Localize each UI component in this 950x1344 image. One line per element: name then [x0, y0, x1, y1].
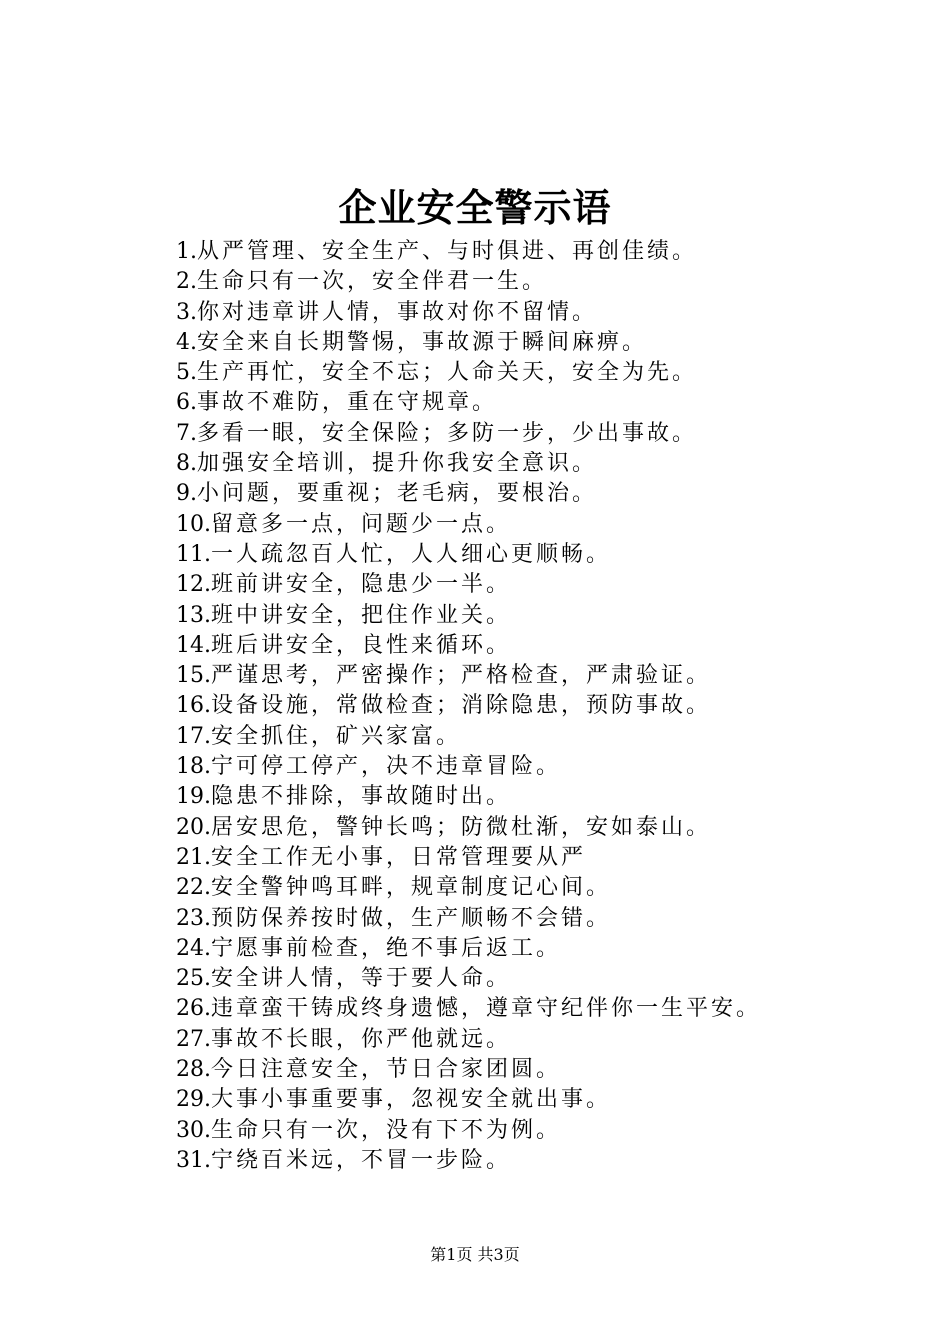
item-number: 17. — [176, 723, 211, 749]
list-item — [176, 479, 876, 509]
item-text: 加强安全培训，提升你我安全意识。 — [197, 451, 598, 477]
list-item — [176, 1146, 876, 1176]
list-item — [176, 570, 876, 600]
item-text: 生命只有一次，没有下不为例。 — [211, 1117, 562, 1143]
item-number: 24. — [176, 935, 211, 961]
item-text: 事故不难防，重在守规章。 — [197, 390, 498, 416]
item-text: 违章蛮干铸成终身遗憾，遵章守纪伴你一生平安。 — [211, 996, 762, 1022]
item-number: 19. — [176, 784, 211, 810]
list-item — [176, 237, 876, 267]
item-text: 宁绕百米远，不冒一步险。 — [211, 1147, 512, 1173]
list-item — [176, 1055, 876, 1085]
item-text: 留意多一点，问题少一点。 — [211, 511, 512, 537]
list-item — [176, 419, 876, 449]
item-text: 一人疏忽百人忙，人人细心更顺畅。 — [211, 541, 612, 567]
list-item — [176, 813, 876, 843]
item-number: 25. — [176, 966, 211, 992]
item-number: 6. — [176, 390, 197, 416]
item-text: 生命只有一次，安全伴君一生。 — [197, 269, 548, 295]
item-number: 26. — [176, 996, 211, 1022]
item-number: 22. — [176, 875, 211, 901]
item-number: 2. — [176, 269, 197, 295]
item-number: 1. — [176, 239, 197, 264]
list-item — [176, 1085, 876, 1115]
item-text: 隐患不排除，事故随时出。 — [211, 784, 512, 810]
item-text: 多看一眼，安全保险；多防一步，少出事故。 — [197, 420, 698, 446]
list-item — [176, 601, 876, 631]
item-text: 事故不长眼，你严他就远。 — [211, 1026, 512, 1052]
item-number: 21. — [176, 844, 211, 870]
item-number: 28. — [176, 1057, 211, 1083]
item-text: 严谨思考，严密操作；严格检查，严肃验证。 — [211, 663, 712, 689]
list-item — [176, 782, 876, 812]
item-number: 9. — [176, 481, 197, 507]
list-item — [176, 267, 876, 297]
item-number: 11. — [176, 541, 211, 567]
list-item — [176, 388, 876, 418]
item-text: 你对违章讲人情，事故对你不留情。 — [197, 299, 598, 325]
list-item — [176, 873, 876, 903]
list-item — [176, 510, 876, 540]
item-text: 班中讲安全，把住作业关。 — [211, 602, 512, 628]
list-item — [176, 994, 876, 1024]
document-title: 企业安全警示语 — [338, 185, 612, 230]
slogan-list — [176, 237, 876, 1176]
item-text: 宁愿事前检查，绝不事后返工。 — [211, 935, 562, 961]
item-number: 13. — [176, 602, 211, 628]
item-text: 班后讲安全，良性来循环。 — [211, 632, 512, 658]
item-text: 安全抓住，矿兴家富。 — [211, 723, 462, 749]
item-number: 29. — [176, 1087, 211, 1113]
list-item — [176, 540, 876, 570]
item-text: 大事小事重要事，忽视安全就出事。 — [211, 1087, 612, 1113]
item-text: 安全讲人情，等于要人命。 — [211, 966, 512, 992]
item-number: 8. — [176, 451, 197, 477]
item-text: 安全警钟鸣耳畔，规章制度记心间。 — [211, 875, 612, 901]
item-number: 30. — [176, 1117, 211, 1143]
item-number: 15. — [176, 663, 211, 689]
item-text: 班前讲安全，隐患少一半。 — [211, 572, 512, 598]
item-number: 3. — [176, 299, 197, 325]
item-text: 今日注意安全，节日合家团圆。 — [211, 1057, 562, 1083]
item-text: 生产再忙，安全不忘；人命关天，安全为先。 — [197, 360, 698, 386]
item-number: 23. — [176, 905, 211, 931]
list-item — [176, 691, 876, 721]
list-item — [176, 904, 876, 934]
list-item — [176, 722, 876, 752]
item-text: 设备设施，常做检查；消除隐患，预防事故。 — [211, 693, 712, 719]
item-number: 16. — [176, 693, 211, 719]
item-text: 从严管理、安全生产、与时俱进、再创佳绩。 — [197, 239, 698, 264]
list-item — [176, 298, 876, 328]
item-number: 7. — [176, 420, 197, 446]
list-item — [176, 328, 876, 358]
list-item — [176, 843, 876, 873]
item-text: 宁可停工停产，决不违章冒险。 — [211, 754, 562, 780]
list-item — [176, 964, 876, 994]
item-text: 居安思危，警钟长鸣；防微杜渐，安如泰山。 — [211, 814, 712, 840]
item-text: 安全工作无小事，日常管理要从严 — [211, 844, 587, 870]
item-number: 18. — [176, 754, 211, 780]
list-item — [176, 631, 876, 661]
item-number: 10. — [176, 511, 211, 537]
item-text: 安全来自长期警惕，事故源于瞬间麻痹。 — [197, 329, 648, 355]
list-item — [176, 752, 876, 782]
list-item — [176, 934, 876, 964]
item-text: 小问题，要重视；老毛病，要根治。 — [197, 481, 598, 507]
item-number: 27. — [176, 1026, 211, 1052]
item-number: 12. — [176, 572, 211, 598]
list-item — [176, 358, 876, 388]
page-number-footer: 第1页 共3页 — [430, 1245, 520, 1264]
list-item — [176, 449, 876, 479]
item-number: 14. — [176, 632, 211, 658]
item-number: 5. — [176, 360, 197, 386]
list-item — [176, 661, 876, 691]
item-number: 20. — [176, 814, 211, 840]
list-item — [176, 1025, 876, 1055]
item-text: 预防保养按时做，生产顺畅不会错。 — [211, 905, 612, 931]
list-item — [176, 1116, 876, 1146]
item-number: 4. — [176, 329, 197, 355]
item-number: 31. — [176, 1147, 211, 1173]
